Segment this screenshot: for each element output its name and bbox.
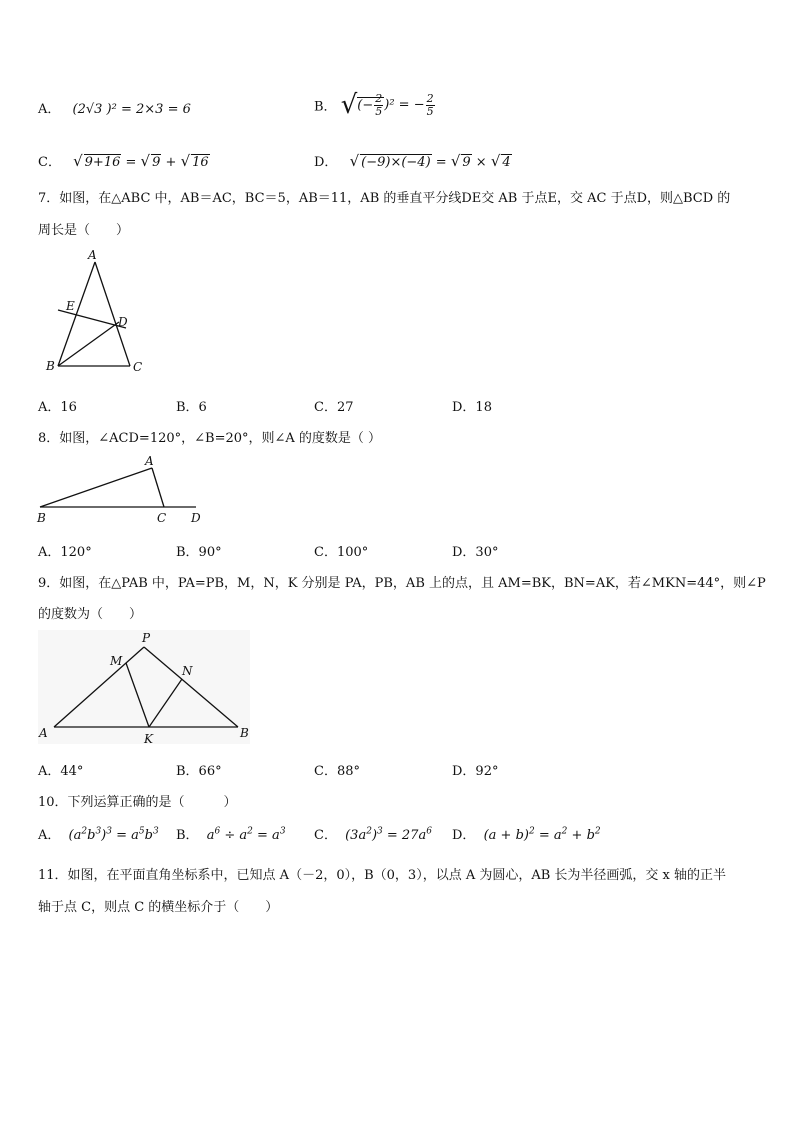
q8-stem: 8．如图，∠ACD=120°，∠B=20°，则∠A 的度数是（ ） [38,431,382,446]
q8-option-a: A．120° [38,545,92,560]
q9-option-c: C．88° [314,764,360,779]
q6-option-b-rhs-fraction [426,93,435,118]
q9-figure [34,630,254,746]
q6-option-b-letter: B． [314,99,337,115]
q6-option-d-radical-1: √ [349,152,360,170]
q8-label-b: B [37,511,46,525]
q6-option-b-frac-num: 2 [375,91,383,105]
q9-stem-line2: 的度数为（ ） [38,607,143,622]
q6-option-b-radical: √ [340,90,358,120]
q7-label-e: E [66,299,75,313]
q7-stem-line2: 周长是（ ） [38,223,130,238]
q9-option-b: B．66° [176,764,222,779]
q7-option-a: A．16 [38,400,77,415]
q6-option-b-rhs-den: 5 [426,104,434,118]
q7-figure [40,248,160,380]
q6-option-b-frac-den: 5 [375,104,383,118]
q9-label-m: M [110,654,123,668]
q7-label-a: A [88,248,97,262]
q10-option-d [452,824,601,843]
q11-stem-line2: 轴于点 C，则点 C 的横坐标介于（ ） [38,900,279,915]
q9-label-b: B [240,726,249,740]
q8-figure [34,452,209,527]
q6-option-c-radical-2: √ [140,152,151,170]
q10-option-a-letter: A． [38,828,61,843]
q6-option-a-expr: (2√3 )² = 2×3 = 6 [72,102,191,117]
q8-option-d: D．30° [452,545,499,560]
q10-option-d-letter: D． [452,828,476,843]
q7-stem-line1: 7．如图，在△ABC 中，AB＝AC，BC＝5，AB＝11，AB 的垂直平分线DE交 AB 于点E，交 AC 于点D，则△BCD 的 [38,191,731,206]
q8-label-c: C [157,511,167,525]
q6-option-d [314,151,512,170]
q6-option-d-times: × [471,155,491,170]
q6-option-d-letter: D． [314,155,338,170]
q6-option-b-lhs: (− [357,97,374,113]
q6-option-b [314,90,436,120]
q10-option-c-letter: C． [314,828,337,843]
q7-label-b: B [46,359,55,373]
q10-option-a [38,824,159,843]
q7-side-ac [95,262,130,366]
q6-option-a-letter: A． [38,102,61,117]
q11-stem-line1: 11．如图，在平面直角坐标系中，已知点 A（－2，0），B（0，3），以点 A 为圆心，AB 长为半径画弧，交 x 轴的正半 [38,868,727,883]
q6-option-c [38,151,210,170]
q7-option-b: B．6 [176,400,207,415]
q6-option-d-radicand-1: (−9)×(−4) [361,155,431,170]
q10-option-a-expr: $(a^2b^3)^3 = a^5b^3$ [68,826,159,843]
q10-option-b-letter: B． [176,828,199,843]
q8-segment-ac [152,468,164,507]
q6-option-c-radical-3: √ [180,152,191,170]
q8-option-b: B．90° [176,545,222,560]
q10-option-b-expr: $a^6 \div a^2 = a^3$ [206,826,286,843]
q6-option-b-radicand [357,91,384,118]
q6-option-a [38,98,191,117]
q6-option-d-radical-3: √ [490,152,501,170]
q7-label-d: D [118,315,128,329]
q9-stem-line1: 9．如图，在△PAB 中，PA=PB，M，N，K 分别是 PA，PB，AB 上的点，且 AM=BK，BN=AK，若∠MKN=44°，则∠P [38,576,766,591]
q6-option-b-rhs-num: 2 [426,91,434,105]
q7-option-d: D．18 [452,400,492,415]
q10-option-d-expr: $(a + b)^2 = a^2 + b^2$ [483,826,601,843]
q10-stem: 10．下列运算正确的是（ ） [38,795,237,810]
q6-option-c-plus: + [161,155,181,170]
q8-option-c: C．100° [314,545,369,560]
q7-option-c: C．27 [314,400,354,415]
q6-option-d-eq: = [431,155,451,170]
q10-option-b [176,824,286,843]
q7-label-c: C [133,360,143,374]
q6-option-d-radical-2: √ [450,152,461,170]
q6-option-b-fraction [374,93,383,118]
q6-option-b-rhs: )² = − [384,97,425,113]
q9-label-a: A [39,726,48,740]
q8-label-a: A [145,454,154,468]
q6-option-c-radicand-1: 9+16 [84,155,121,170]
q10-option-c-expr: $(3a^2)^3 = 27a^6$ [345,826,432,843]
q6-option-d-radicand-3: 4 [502,155,511,170]
q7-side-ab [58,262,95,366]
q6-option-c-letter: C． [38,155,61,170]
q6-option-d-radicand-2: 9 [462,155,471,170]
q8-label-d: D [191,511,201,525]
q9-option-a: A．44° [38,764,84,779]
q9-label-p: P [142,631,151,645]
q8-segment-ab [40,468,152,507]
q10-option-c [314,824,432,843]
q6-option-c-radicand-2: 9 [152,155,161,170]
q9-label-k: K [144,732,153,746]
q6-option-c-radicand-3: 16 [192,155,209,170]
q9-label-n: N [182,664,193,678]
q6-option-c-eq: = [121,155,141,170]
q6-option-c-radical-1: √ [73,152,83,170]
q7-segment-bd [58,322,119,366]
q9-option-d: D．92° [452,764,499,779]
